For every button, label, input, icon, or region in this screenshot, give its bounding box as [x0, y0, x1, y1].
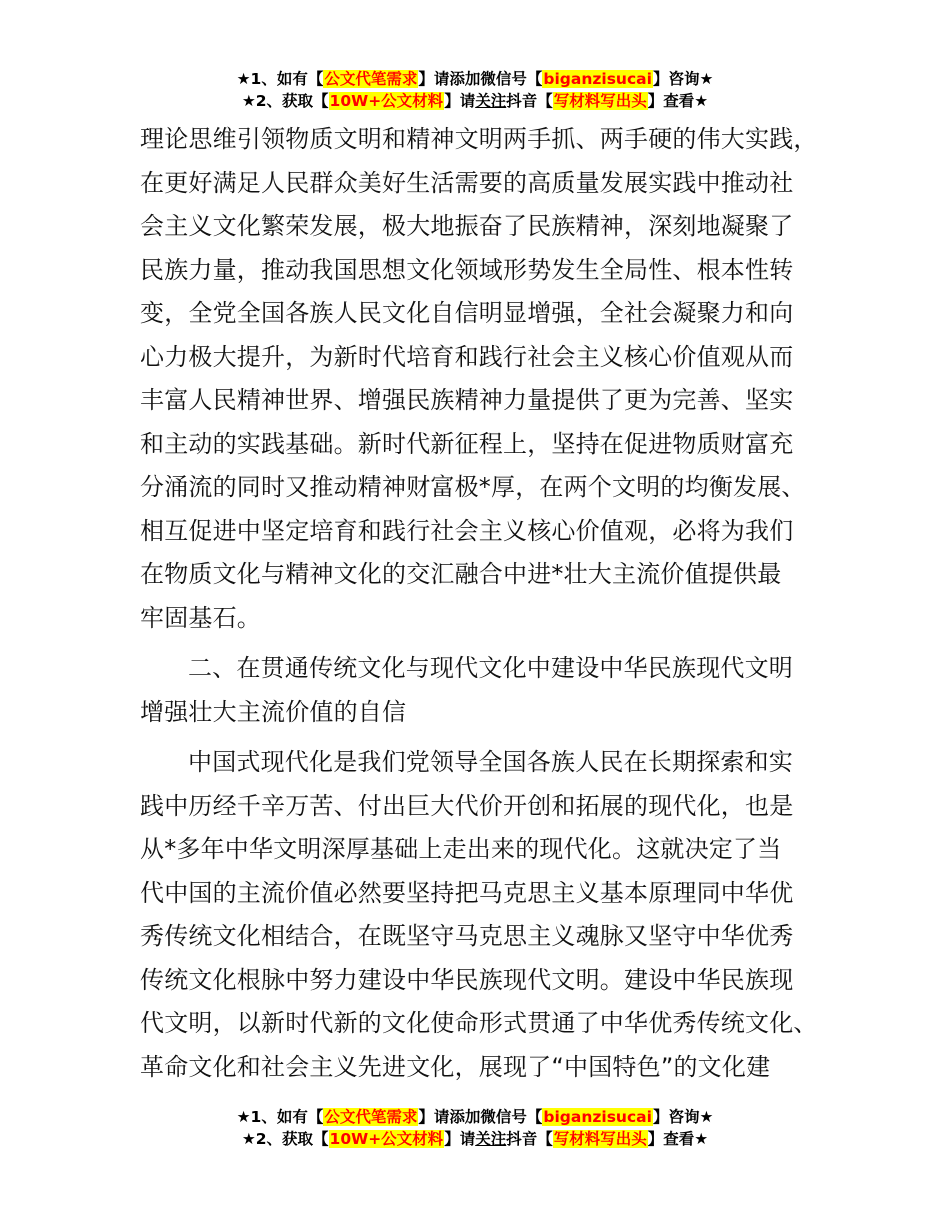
banner-text: 】请: [444, 1130, 476, 1148]
paragraph-3: [140, 741, 840, 1089]
text-line: 牢固基石。: [140, 603, 261, 632]
underlined-follow: 关注: [475, 92, 507, 110]
text-line: 在物质文化与精神文化的交汇融合中进*壮大主流价值提供最: [140, 560, 782, 588]
text-line: 秀传统文化相结合，在既坚守马克思主义魂脉又坚守中华优秀: [140, 922, 794, 950]
header-banner: [0, 68, 950, 112]
highlight-ghostwriting: 公文代笔需求: [324, 1108, 418, 1126]
banner-text: 】咨询★: [652, 1108, 714, 1126]
banner-text: 抖音【: [506, 1130, 553, 1148]
highlight-douyin-account: 写材料写出头: [553, 1130, 647, 1148]
banner-text: 】请添加微信号【: [418, 1108, 543, 1126]
document-body: [140, 118, 840, 1089]
text-line: 践中历经千辛万苦、付出巨大代价开创和拓展的现代化，也是: [140, 791, 794, 820]
banner-text: ★2、获取【: [241, 1130, 329, 1148]
text-line: 民族力量，推动我国思想文化领域形势发生全局性、根本性转: [140, 255, 794, 284]
text-line: 代中国的主流价值必然要坚持把马克思主义基本原理同中华优: [140, 878, 794, 907]
highlight-douyin-account: 写材料写出头: [553, 92, 647, 110]
highlight-ghostwriting: 公文代笔需求: [324, 70, 418, 88]
banner-text: 】咨询★: [652, 70, 714, 88]
banner-line-1: [0, 1106, 950, 1128]
text-line: 中国式现代化是我们党领导全国各族人民在长期探索和实: [188, 748, 793, 776]
text-line: 在更好满足人民群众美好生活需要的高质量发展实践中推动社: [140, 168, 794, 197]
section-heading: [140, 647, 840, 734]
text-line: 变，全党全国各族人民文化自信明显增强，全社会凝聚力和向: [140, 299, 794, 327]
underlined-follow: 关注: [475, 1130, 507, 1148]
text-line: 从*多年中华文明深厚基础上走出来的现代化。这就决定了当: [140, 835, 782, 863]
paragraph-1: [140, 118, 840, 640]
text-line: 代文明，以新时代新的文化使命形式贯通了中华优秀传统文化、: [140, 1009, 818, 1037]
text-line: 革命文化和社会主义先进文化，展现了“中国特色”的文化建: [140, 1052, 771, 1081]
text-line: 丰富人民精神世界、增强民族精神力量提供了更为完善、坚实: [140, 386, 794, 414]
banner-line-2: [0, 90, 950, 112]
banner-text: 】请添加微信号【: [418, 70, 543, 88]
banner-text: 】查看★: [647, 92, 709, 110]
banner-line-1: [0, 68, 950, 90]
text-line: 传统文化根脉中努力建设中华民族现代文明。建设中华民族现: [140, 965, 794, 994]
heading-line: 二、在贯通传统文化与现代文化中建设中华民族现代文明: [188, 654, 793, 682]
text-line: 心力极大提升，为新时代培育和践行社会主义核心价值观从而: [140, 342, 794, 371]
highlight-materials: 10W+公文材料: [329, 1130, 444, 1148]
banner-text: 】查看★: [647, 1130, 709, 1148]
text-line: 分涌流的同时又推动精神财富极*厚，在两个文明的均衡发展、: [140, 473, 806, 501]
highlight-wechat-id: biganzisucai: [543, 1108, 652, 1126]
highlight-wechat-id: biganzisucai: [543, 70, 652, 88]
banner-line-2: [0, 1128, 950, 1150]
highlight-materials: 10W+公文材料: [329, 92, 444, 110]
text-line: 相互促进中坚定培育和践行社会主义核心价值观，必将为我们: [140, 516, 794, 545]
banner-text: ★1、如有【: [236, 1108, 324, 1126]
banner-text: ★2、获取【: [241, 92, 329, 110]
banner-text: 抖音【: [506, 92, 553, 110]
banner-text: ★1、如有【: [236, 70, 324, 88]
text-line: 和主动的实践基础。新时代新征程上，坚持在促进物质财富充: [140, 429, 794, 458]
text-line: 会主义文化繁荣发展，极大地振奋了民族精神，深刻地凝聚了: [140, 212, 794, 240]
footer-banner: [0, 1106, 950, 1150]
text-line: 理论思维引领物质文明和精神文明两手抓、两手硬的伟大实践，: [140, 125, 818, 153]
heading-line: 增强壮大主流价值的自信: [140, 697, 407, 726]
banner-text: 】请: [444, 92, 476, 110]
